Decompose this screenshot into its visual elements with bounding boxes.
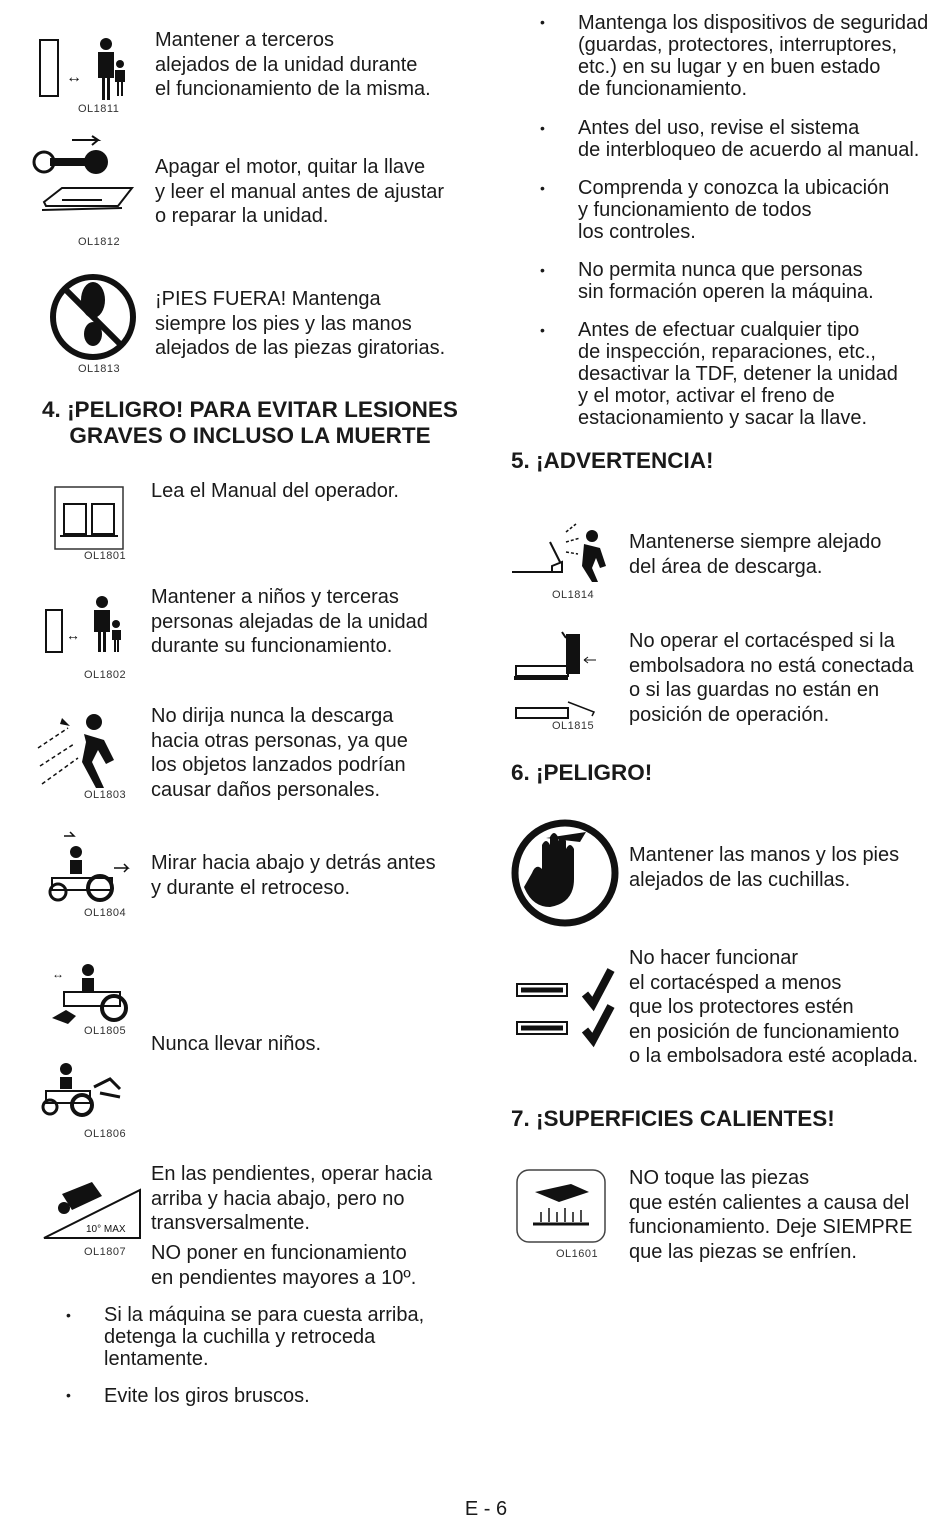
no-feet-icon [48,272,138,362]
bullet-text: No permita nunca que personas sin formación operen la máquina. [578,259,874,303]
instruction-text: Mantenerse siempre alejado del área de descarga. [629,531,882,578]
reverse-look-icon [44,830,144,905]
bullet-text: Evite los giros bruscos. [104,1385,310,1407]
bullet-dot: • [66,1307,71,1323]
section-heading: 5. ¡ADVERTENCIA! [511,448,714,473]
slope-icon [42,1172,142,1242]
no-child-rider-icon [48,960,138,1030]
symbol-code: OL1804 [84,907,127,919]
section-heading: 6. ¡PELIGRO! [511,760,653,785]
key-manual-icon [32,138,132,233]
symbol-code: OL1801 [84,550,127,562]
svg-text:↔: ↔ [66,627,80,643]
bullet-text: Antes del uso, revise el sistema de interbloqueo de acuerdo al manual. [578,117,920,161]
bullet-dot: • [540,262,545,278]
symbol-code: OL1601 [556,1248,599,1260]
symbol-code: OL1806 [84,1128,127,1140]
children-distance-icon [44,592,139,662]
child-fall-icon [40,1063,135,1123]
thrown-objects-icon [34,708,134,798]
symbol-code: OL1814 [552,589,595,601]
bullet-text: Mantenga los dispositivos de seguridad (guardas, protectores, interruptores, etc.) en su lugar y en buen estado de funcionamiento. [578,12,929,100]
instruction-text: No operar el cortacésped si la embolsadora no está conectada o si las guardas no están en posición de operación. [629,630,914,726]
symbol-code: OL1803 [84,789,127,801]
symbol-code: OL1805 [84,1025,127,1037]
discharge-area-icon [510,522,615,582]
bullet-text: Antes de efectuar cualquier tipo de inspección, reparaciones, etc., desactivar la TDF, detener la unidad y el motor, activar el freno de estacionamiento y sacar la llave. [578,319,898,429]
instruction-text: En las pendientes, operar hacia arriba y hacia abajo, pero no transversalmente. [151,1163,433,1234]
bullet-text: Comprenda y conozca la ubicación y funcionamiento de todos los controles. [578,177,890,243]
instruction-text: No hacer funcionar el cortacésped a menos que los protectores estén en posición de funcionamiento o la embolsadora esté acoplada. [629,947,919,1067]
instruction-text: Mantener las manos y los pies alejados de las cuchillas. [629,844,900,891]
section-heading: 4. ¡PELIGRO! PARA EVITAR LESIONES GRAVES O INCLUSO LA MUERTE [42,397,458,448]
symbol-code: OL1815 [552,720,595,732]
bullet-text: Si la máquina se para cuesta arriba, detenga la cuchilla y retroceda lentamente. [104,1304,425,1370]
symbol-code: OL1811 [78,103,120,115]
manual-book-icon [54,486,124,550]
instruction-text: Apagar el motor, quitar la llave y leer el manual antes de ajustar o reparar la unidad. [155,156,445,227]
symbol-code: OL1802 [84,669,127,681]
instruction-text: ¡PIES FUERA! Mantenga siempre los pies y las manos alejados de las piezas giratorias. [155,288,446,359]
bagger-guard-icon [510,630,615,730]
slope-label: 10° MAX [86,1224,126,1235]
bullet-dot: • [540,180,545,196]
page-number: E - 6 [464,1498,508,1520]
symbol-code: OL1812 [78,236,121,248]
hot-surface-icon [515,1168,607,1244]
instruction-text: Mirar hacia abajo y detrás antes y durante el retroceso. [151,852,436,899]
bullet-dot: • [540,322,545,338]
instruction-text: NO toque las piezas que estén calientes a causa del funcionamiento. Deje SIEMPRE que las piezas se enfríen. [629,1167,913,1263]
svg-text:↔: ↔ [52,967,64,981]
instruction-text-2: NO poner en funcionamiento en pendientes mayores a 10º. [151,1242,417,1289]
instruction-text: Lea el Manual del operador. [151,480,399,502]
bullet-dot: • [540,14,545,30]
bullet-dot: • [540,120,545,136]
symbol-code: OL1813 [78,363,121,375]
deck-guard-icon [515,968,615,1046]
section-heading: 7. ¡SUPERFICIES CALIENTES! [511,1106,835,1131]
instruction-text: No dirija nunca la descarga hacia otras personas, ya que los objetos lanzados podrían causar daños personales. [151,705,408,801]
hand-blade-icon [510,818,620,928]
instruction-text: Nunca llevar niños. [151,1033,322,1055]
svg-text:↔: ↔ [66,69,82,86]
symbol-code: OL1807 [84,1246,127,1258]
instruction-text: Mantener a niños y terceras personas alejadas de la unidad durante su funcionamiento. [151,586,428,657]
bullet-dot: • [66,1387,71,1403]
instruction-text: Mantener a terceros alejados de la unidad durante el funcionamiento de la misma. [155,29,431,100]
